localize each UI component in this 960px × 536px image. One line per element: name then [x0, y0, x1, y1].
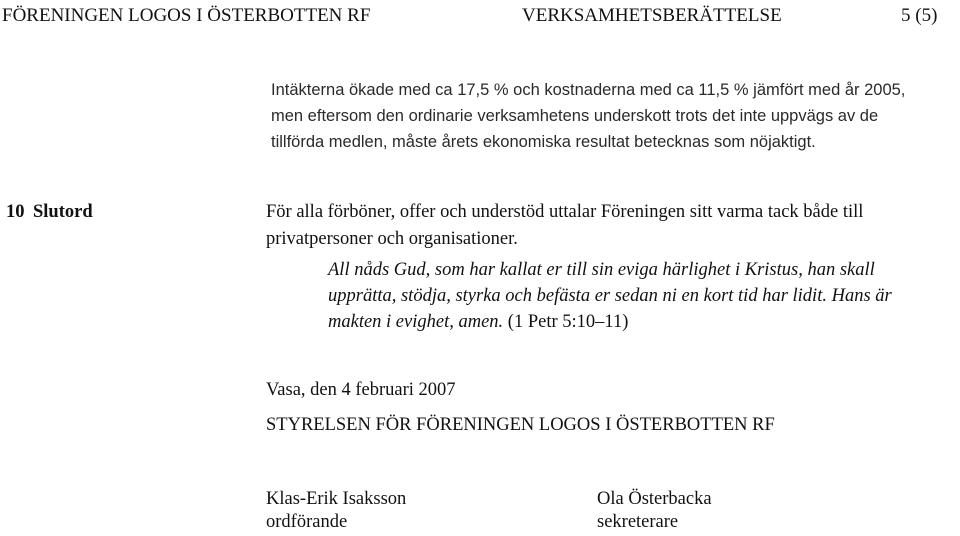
section-number: 10 [6, 202, 25, 222]
section-paragraph [266, 199, 863, 253]
header-page-number: 5 (5) [901, 5, 938, 26]
quote-line: All nåds Gud, som har kallat er till sin eviga härlighet i Kristus, han skall [328, 260, 875, 280]
place-and-date: Vasa, den 4 februari 2007 [266, 380, 456, 400]
section-line: För alla förböner, offer och understöd uttalar Föreningen sitt varma tack både till [266, 202, 864, 222]
quote-last-line: makten i evighet, amen. [328, 312, 504, 332]
intro-line: men eftersom den ordinarie verksamhetens underskott trots det inte uppvägs av de [271, 107, 879, 125]
quote-reference: (1 Petr 5:10–11) [503, 312, 629, 332]
intro-line: Intäkterna ökade med ca 17,5 % och kostnaderna med ca 11,5 % jämfört med år 2005, [271, 81, 906, 99]
header-document-title: VERKSAMHETSBERÄTTELSE [522, 5, 782, 26]
intro-line: tillförda medlen, måste årets ekonomiska resultat betecknas som nöjaktigt. [271, 133, 816, 151]
bible-quote [328, 257, 892, 335]
section-line: privatpersoner och organisationer. [266, 229, 518, 249]
quote-line [328, 309, 892, 335]
header-organization: FÖRENINGEN LOGOS I ÖSTERBOTTEN RF [2, 5, 371, 26]
signatory-role-chair: ordförande [266, 512, 348, 532]
board-signature-line: STYRELSEN FÖR FÖRENINGEN LOGOS I ÖSTERBOTTEN RF [266, 415, 775, 435]
signatory-name-secretary: Ola Österbacka [597, 489, 712, 509]
section-title: Slutord [33, 202, 93, 222]
signatory-role-secretary: sekreterare [597, 512, 679, 532]
quote-line: upprätta, stödja, styrka och befästa er sedan ni en kort tid har lidit. Hans är [328, 286, 892, 306]
signatory-name-chair: Klas-Erik Isaksson [266, 489, 407, 509]
intro-paragraph [271, 77, 905, 155]
